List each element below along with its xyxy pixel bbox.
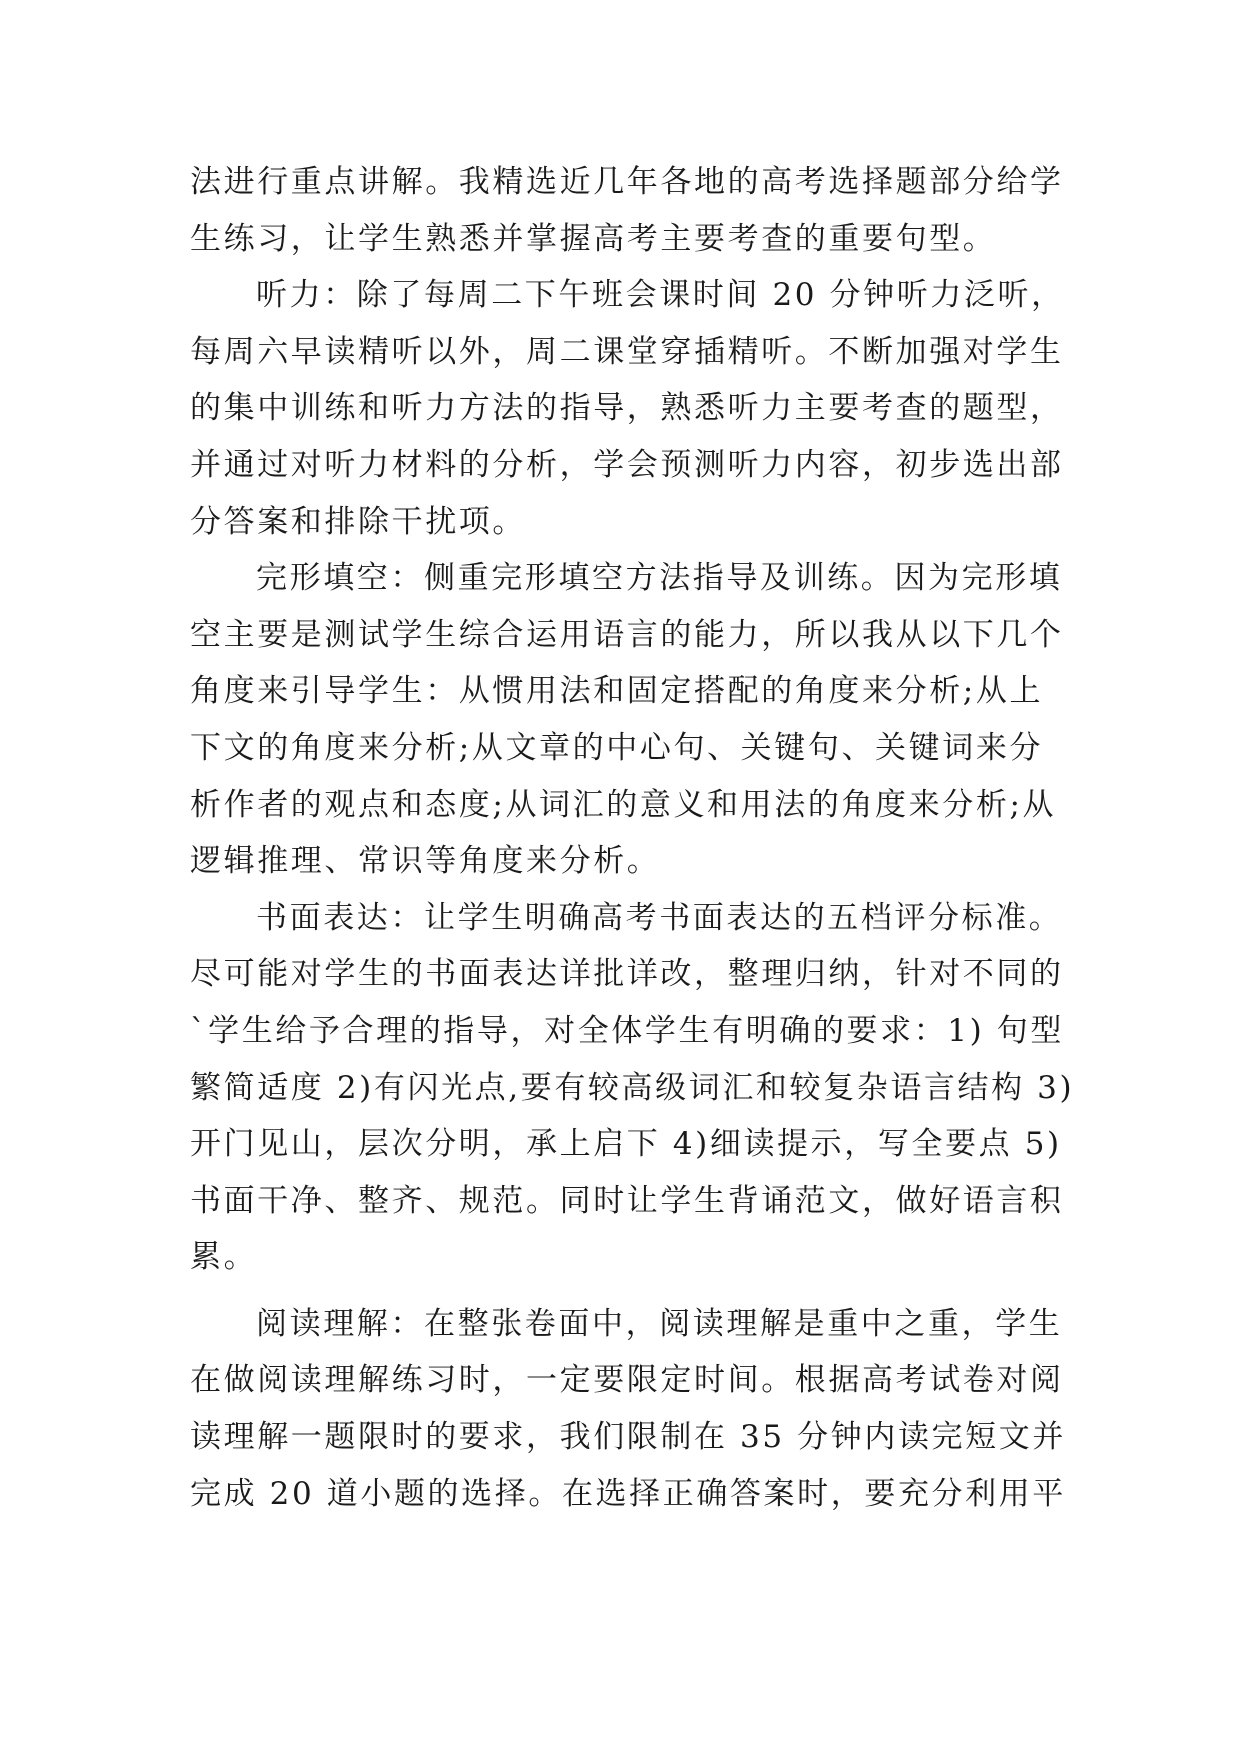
text-line: 开门见山，层次分明，承上启下 4)细读提示，写全要点 5) [190,1126,1062,1163]
text-line: `学生给予合理的指导，对全体学生有明确的要求：1) 句型 [190,1012,1064,1049]
text-line: 读理解一题限时的要求，我们限制在 35 分钟内读完短文并 [190,1419,1066,1456]
text-line: 完形填空：侧重完形填空方法指导及训练。因为完形填 [256,560,1063,597]
text-line: 繁简适度 2)有闪光点,要有较高级词汇和较复杂语言结构 3) [190,1069,1075,1106]
text-line: 书面表达：让学生明确高考书面表达的五档评分标准。 [256,899,1063,936]
text-line: 听力：除了每周二下午班会课时间 20 分钟听力泛听， [256,277,1065,314]
text-line: 完成 20 道小题的选择。在选择正确答案时，要充分利用平 [190,1475,1066,1512]
text-line: 每周六早读精听以外，周二课堂穿插精听。不断加强对学生 [190,333,1064,370]
text-line: 尽可能对学生的书面表达详批详改，整理归纳，针对不同的 [190,956,1064,993]
text-line: 空主要是测试学生综合运用语言的能力，所以我从以下几个 [190,616,1064,653]
text-line: 下文的角度来分析;从文章的中心句、关键句、关键词来分 [190,729,1044,766]
text-line: 分答案和排除干扰项。 [190,503,526,540]
text-line: 在做阅读理解练习时，一定要限定时间。根据高考试卷对阅 [190,1362,1064,1399]
text-line: 法进行重点讲解。我精选近几年各地的高考选择题部分给学 [190,164,1064,200]
text-line: 的集中训练和听力方法的指导，熟悉听力主要考查的题型， [190,390,1064,427]
text-line: 析作者的观点和态度;从词汇的意义和用法的角度来分析;从 [190,786,1057,823]
text-line: 书面干净、整齐、规范。同时让学生背诵范文，做好语言积 [190,1182,1064,1219]
text-line: 累。 [190,1239,258,1276]
text-line: 逻辑推理、常识等角度来分析。 [190,843,661,880]
text-line: 并通过对听力材料的分析，学会预测听力内容，初步选出部 [190,446,1064,483]
body-text [190,154,1075,1522]
text-line: 角度来引导学生：从惯用法和固定搭配的角度来分析;从上 [190,673,1044,710]
text-line: 生练习，让学生熟悉并掌握高考主要考查的重要句型。 [190,220,997,257]
text-line: 阅读理解：在整张卷面中，阅读理解是重中之重，学生 [256,1305,1063,1342]
